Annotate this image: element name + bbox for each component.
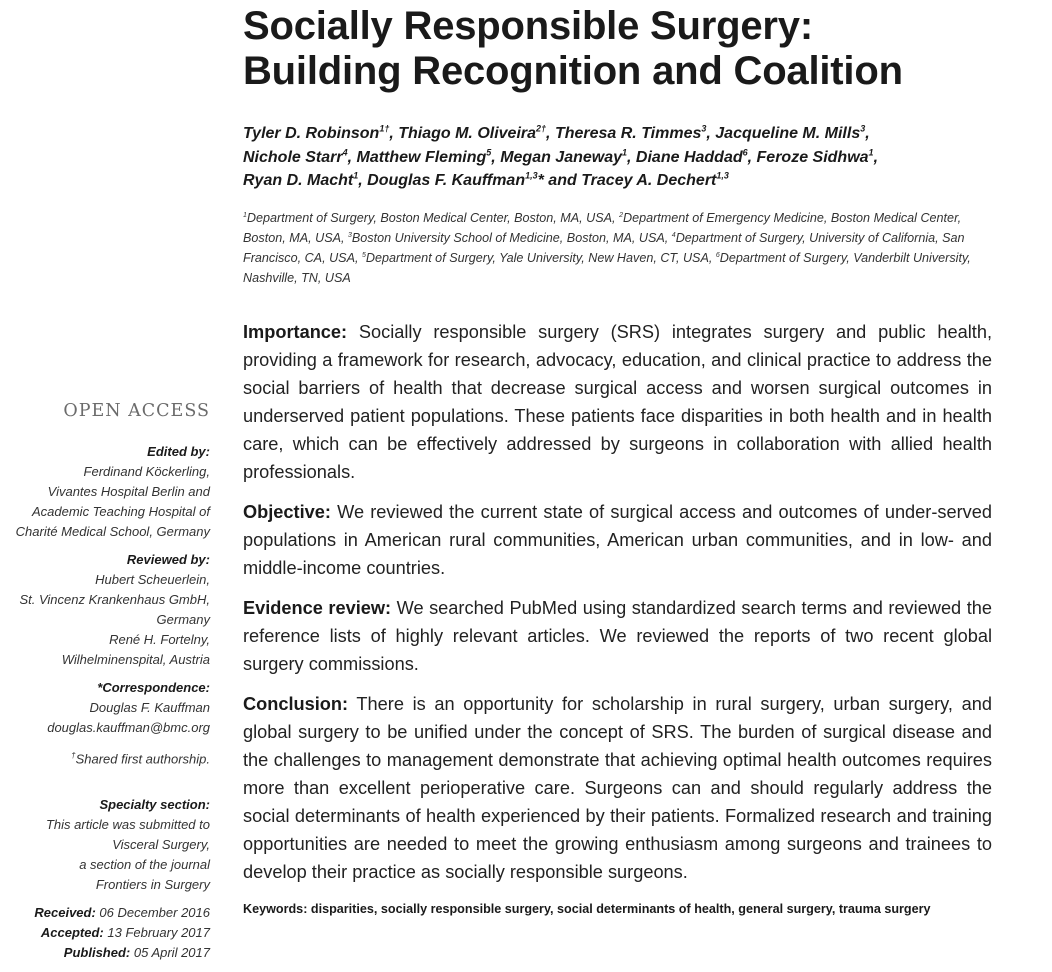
shared-authorship-note: †Shared first authorship. xyxy=(71,751,210,767)
abstract-importance: Importance: Socially responsible surgery (SRS) integrates surgery and public health, providing a framework for research, advocacy, education, and clinical practice to address the social barriers of health that decrease surgical access and worsen surgical outcomes in underserved patient populations. These patients face disparities in both health and in health care, which can be effectively addressed by surgeons in collaboration with allied health professionals. xyxy=(243,322,992,482)
keywords: Keywords: disparities, socially responsible surgery, social determinants of health, general surgery, trauma surgery xyxy=(243,902,931,916)
published-date: Published: 05 April 2017 xyxy=(63,945,210,961)
abstract-evidence-review: Evidence review: We searched PubMed using standardized search terms and reviewed the reference lists of highly relevant articles. We reviewed the reports of two recent global surgery commissions. xyxy=(243,598,992,674)
affiliations: $^1$Department of Surgery, Boston Medical Center, Boston, MA, USA, $^2$Department of Emergency Medicine, Boston Medical Center, Boston, MA, USA, $^3$Boston University School of Medicine, Boston, MA, USA, $^4$Department of Surgery, University of California, San Francisco, CA, USA, $^5$Department of Surgery, Yale University, New Haven, CT, USA, $^6$Department of Surgery, Vanderbilt University, Nashville, TN, USA xyxy=(243,211,971,285)
edited-by: Edited by: Ferdinand Köckerling, Vivantes Hospital Berlin and Academic Teaching Hospital of Charité Medical School, Germany xyxy=(15,444,210,539)
received-date: Received: 06 December 2016 xyxy=(34,905,210,921)
author[interactable]: Jacqueline M. Mills$^3$ xyxy=(715,123,866,142)
accepted-date: Accepted: 13 February 2017 xyxy=(40,925,210,941)
author[interactable]: Tyler D. Robinson$^{1\dagger}$ xyxy=(243,123,390,142)
article-dates xyxy=(0,903,210,963)
reviewed-by: Reviewed by: Hubert Scheuerlein, St. Vincenz Krankenhaus GmbH, Germany René H. Fortelny, Wilhelminenspital, Austria xyxy=(19,552,210,667)
specialty-section: Specialty section: This article was submitted to Visceral Surgery, a section of the journal Frontiers in Surgery xyxy=(45,797,210,893)
correspondence-email[interactable]: douglas.kauffman@bmc.org xyxy=(47,720,210,735)
author[interactable]: Nichole Starr$^4$ xyxy=(243,147,348,166)
correspondence: *Correspondence: Douglas F. Kauffman douglas.kauffman@bmc.org xyxy=(0,678,210,738)
author-list: Tyler D. Robinson$^{1\dagger}$, Thiago M. Oliveira$^{2\dagger}$, Theresa R. Timmes$^3$, Jacqueline M. Mills$^3$, Nichole Starr$^4$, Matthew Fleming$^5$, Megan Janeway$^1$, Diane Haddad$^6$, Feroze Sidhwa$^1$, Ryan D. Macht$^1$, Douglas F. Kauffman$^{1,3}$* and Tracey A. Dechert$^{1,3}$ xyxy=(243,123,879,189)
author[interactable]: Tracey A. Dechert$^{1,3}$ xyxy=(581,170,729,189)
abstract-conclusion: Conclusion: There is an opportunity for scholarship in rural surgery, urban surgery, and global surgery to be unified under the concept of SRS. The burden of surgical disease and the challenges to management demonstrate that achieving optimal health outcomes requires more than excellent perioperative care. Surgeons can and should regularly address the social determinants of health experienced by their patients. Formalized research and training opportunities are needed to meet the growing enthusiasm among surgeons and trainees to develop their practice as socially responsible surgeons. xyxy=(243,694,992,882)
author[interactable]: Douglas F. Kauffman$^{1,3}$ xyxy=(367,170,538,189)
author[interactable]: Thiago M. Oliveira$^{2\dagger}$ xyxy=(398,123,547,142)
author[interactable]: Ryan D. Macht$^1$ xyxy=(243,170,359,189)
abstract xyxy=(243,318,992,898)
article-sidebar xyxy=(0,398,210,963)
author[interactable]: Matthew Fleming$^5$ xyxy=(356,147,492,166)
abstract-objective: Objective: We reviewed the current state of surgical access and outcomes of under-served populations in American rural communities, American urban communities, and in low- and middle-income countries. xyxy=(243,502,992,578)
title-line-2: Building Recognition and Coalition xyxy=(243,49,903,93)
author[interactable]: Theresa R. Timmes$^3$ xyxy=(554,123,707,142)
author[interactable]: Feroze Sidhwa$^1$ xyxy=(756,147,874,166)
article-title xyxy=(243,4,1043,94)
author[interactable]: Diane Haddad$^6$ xyxy=(635,147,748,166)
title-line-1: Socially Responsible Surgery: xyxy=(243,4,813,48)
author[interactable]: Megan Janeway$^1$ xyxy=(500,147,628,166)
open-access-label: OPEN ACCESS xyxy=(63,401,210,421)
